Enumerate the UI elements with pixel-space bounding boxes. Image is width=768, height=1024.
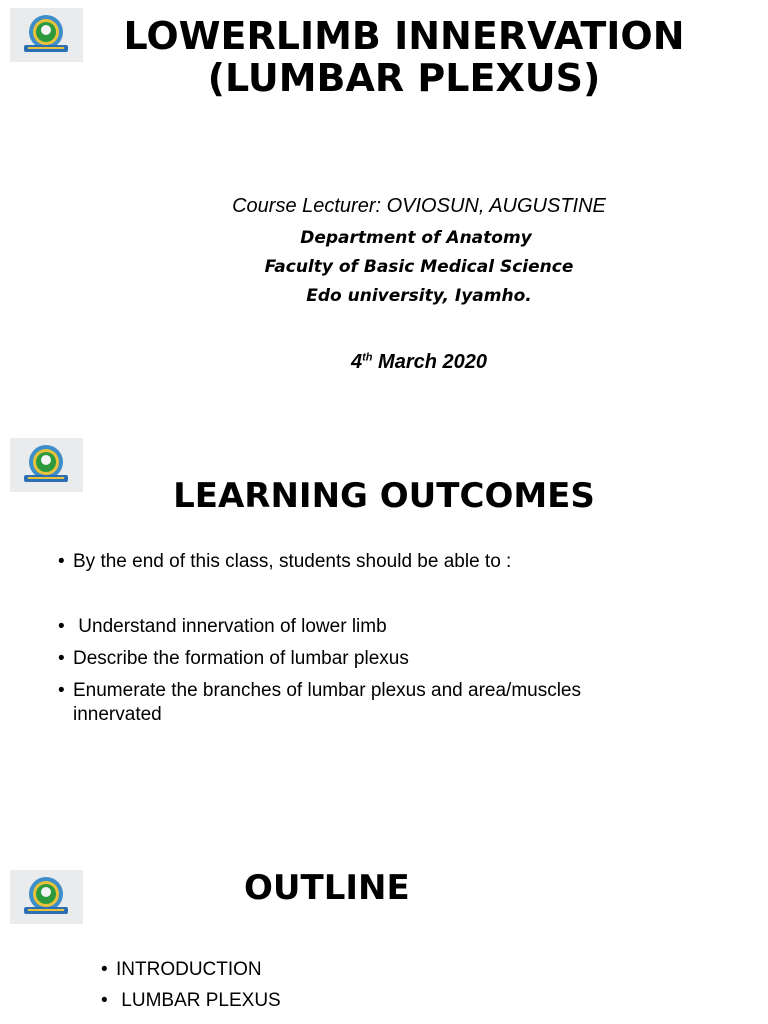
bullet-dot: •: [58, 680, 65, 701]
date-rest: March 2020: [372, 351, 488, 373]
list-item: [101, 958, 501, 982]
date-suffix: th: [362, 351, 373, 364]
list-item: [58, 615, 738, 639]
slide-title-line-2: (LUMBAR PLEXUS): [207, 56, 601, 100]
intro-text: By the end of this class, students should be able to :: [73, 551, 512, 572]
bullet-dot: •: [58, 648, 65, 669]
university-logo: [10, 870, 83, 924]
course-lecturer: Course Lecturer: OVIOSUN, AUGUSTINE: [232, 195, 606, 217]
list-item: [58, 679, 658, 727]
faculty: Faculty of Basic Medical Science: [264, 257, 574, 277]
lecture-date: [0, 351, 768, 374]
outcome-text: Describe the formation of lumbar plexus: [73, 648, 409, 669]
slide-title-line-1: LOWERLIMB INNERVATION: [123, 14, 685, 58]
bullet-dot: •: [58, 616, 65, 637]
outline-heading: OUTLINE: [244, 868, 410, 908]
slide-learning-outcomes: [0, 430, 768, 850]
outline-item: INTRODUCTION: [116, 959, 262, 980]
outline-item: LUMBAR PLEXUS: [116, 990, 281, 1011]
list-item: [58, 550, 738, 574]
learning-outcomes-heading: LEARNING OUTCOMES: [173, 476, 595, 516]
list-item: [58, 647, 738, 671]
bullet-dot: •: [101, 959, 108, 980]
slide-title: [0, 0, 768, 430]
university: Edo university, Iyamho.: [306, 286, 532, 306]
slide-outline: [0, 862, 768, 1024]
bullet-dot: •: [101, 990, 108, 1011]
department: Department of Anatomy: [300, 228, 532, 248]
outcome-text: Understand innervation of lower limb: [73, 616, 387, 637]
list-item: [101, 989, 501, 1013]
outcome-text: Enumerate the branches of lumbar plexus and area/muscles innervated: [73, 680, 581, 725]
bullet-dot: •: [58, 551, 65, 572]
date-day: 4: [350, 351, 363, 373]
